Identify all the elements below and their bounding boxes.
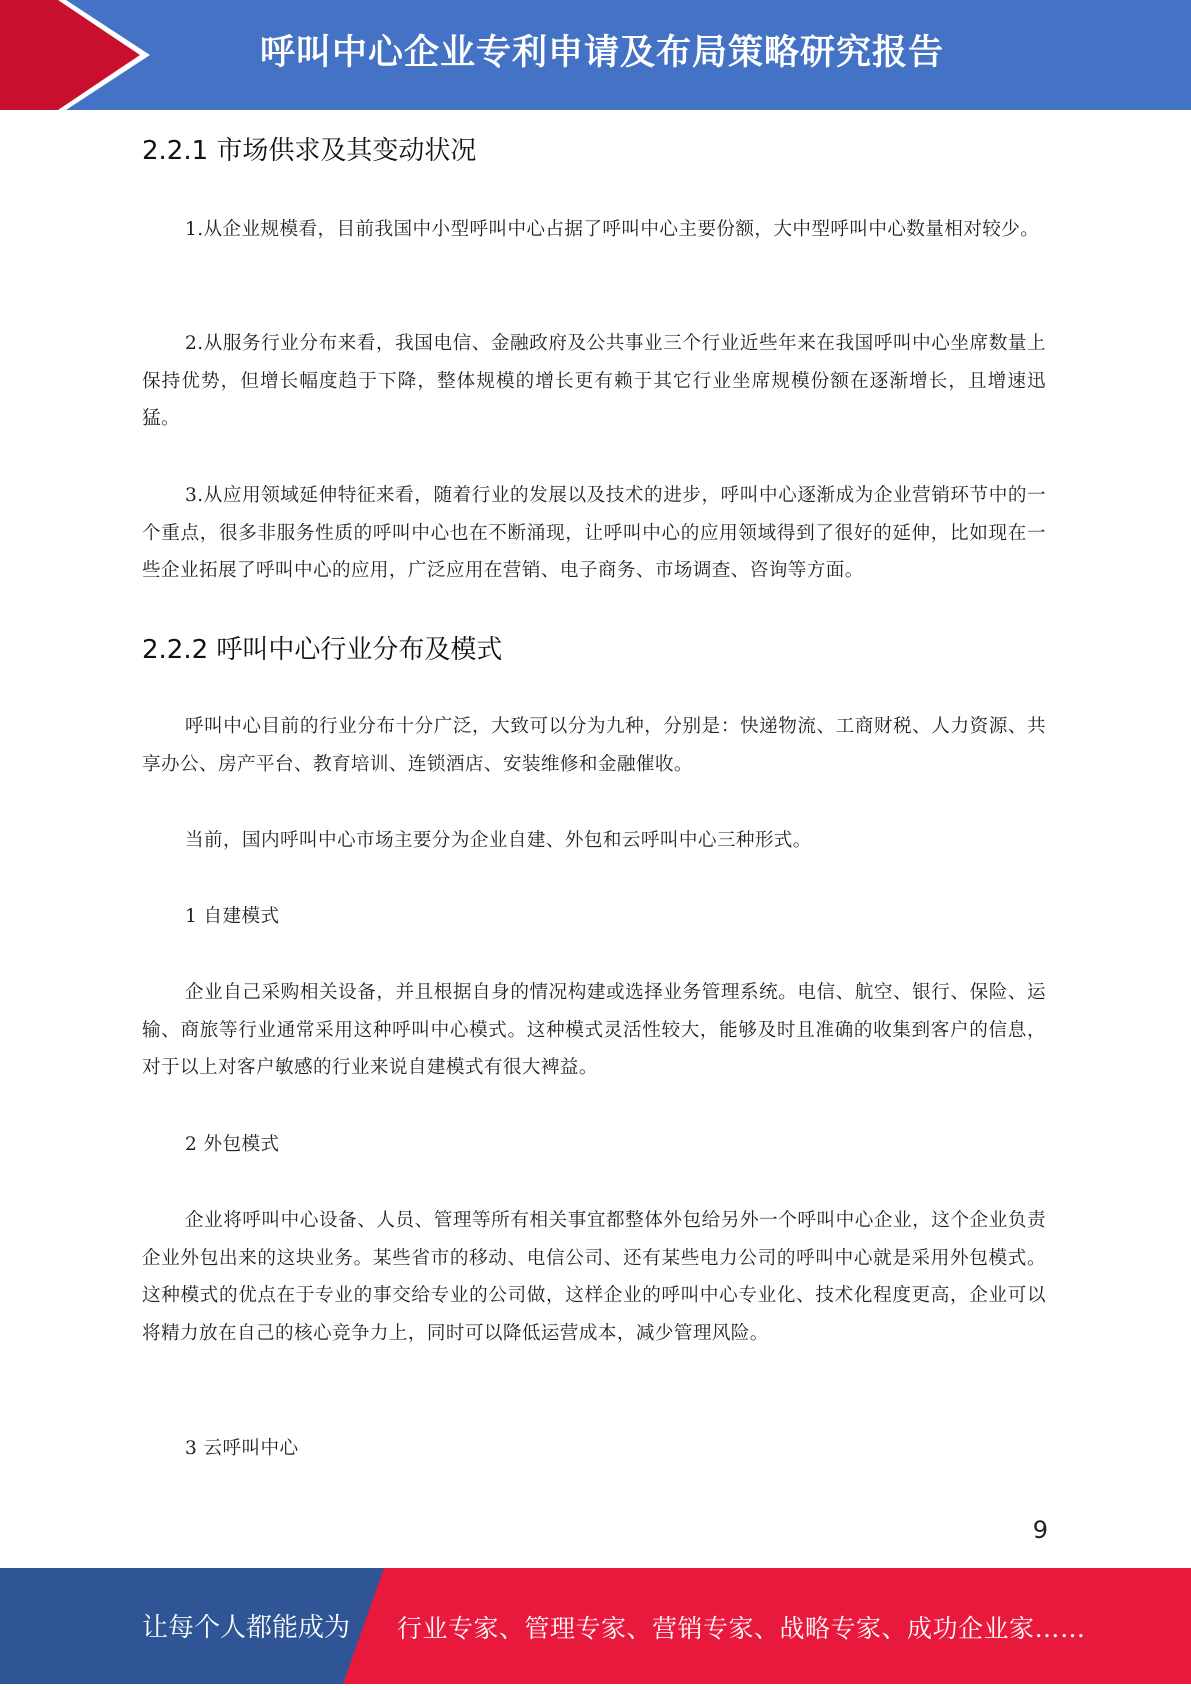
section-heading-2-2-2: 2.2.2 呼叫中心行业分布及模式 (142, 635, 503, 665)
section-heading-2-2-1: 2.2.1 市场供求及其变动状况 (142, 136, 477, 166)
report-title: 呼叫中心企业专利申请及布局策略研究报告 (260, 33, 945, 73)
subsection-label: 2 外包模式 (185, 1134, 280, 1155)
subsection-label: 1 自建模式 (185, 906, 280, 927)
subsection-label: 3 云呼叫中心 (185, 1438, 299, 1459)
chevron-arrow-icon (0, 0, 160, 110)
header-band (0, 0, 1191, 110)
footer-band (0, 1568, 1191, 1684)
paragraph: 企业将呼叫中心设备、人员、管理等所有相关事宜都整体外包给另外一个呼叫中心企业，这个企业负责企业外包出来的这块业务。某些省市的移动、电信公司、还有某些电力公司的呼叫中心就是采用外包模式。这种模式的优点在于专业的事交给专业的公司做，这样企业的呼叫中心专业化、技术化程度更高，企业可以将精力放在自己的核心竞争力上，同时可以降低运营成本，减少管理风险。 (142, 1210, 1046, 1344)
paragraph: 3.从应用领域延伸特征来看，随着行业的发展以及技术的进步，呼叫中心逐渐成为企业营销环节中的一个重点，很多非服务性质的呼叫中心也在不断涌现，让呼叫中心的应用领域得到了很好的延伸，比如现在一些企业拓展了呼叫中心的应用，广泛应用在营销、电子商务、市场调查、咨询等方面。 (142, 485, 1046, 582)
paragraph: 呼叫中心目前的行业分布十分广泛，大致可以分为九种，分别是：快递物流、工商财税、人力资源、共享办公、房产平台、教育培训、连锁酒店、安装维修和金融催收。 (142, 716, 1046, 775)
paragraph: 企业自己采购相关设备，并且根据自身的情况构建或选择业务管理系统。电信、航空、银行、保险、运输、商旅等行业通常采用这种呼叫中心模式。这种模式灵活性较大，能够及时且准确的收集到客户的信息，对于以上对客户敏感的行业来说自建模式有很大裨益。 (142, 982, 1046, 1079)
page-number: 9 (1032, 1516, 1048, 1544)
footer-slogan-left: 让每个人都能成为 (142, 1613, 351, 1643)
paragraph: 2.从服务行业分布来看，我国电信、金融政府及公共事业三个行业近些年来在我国呼叫中心坐席数量上保持优势，但增长幅度趋于下降，整体规模的增长更有赖于其它行业坐席规模份额在逐渐增长，且增速迅猛。 (142, 333, 1046, 430)
paragraph: 当前，国内呼叫中心市场主要分为企业自建、外包和云呼叫中心三种形式。 (185, 830, 812, 851)
footer-slogan-right: 行业专家、管理专家、营销专家、战略专家、成功企业家…… (397, 1614, 1086, 1643)
paragraph: 1.从企业规模看，目前我国中小型呼叫中心占据了呼叫中心主要份额，大中型呼叫中心数量相对较少。 (185, 219, 1040, 240)
